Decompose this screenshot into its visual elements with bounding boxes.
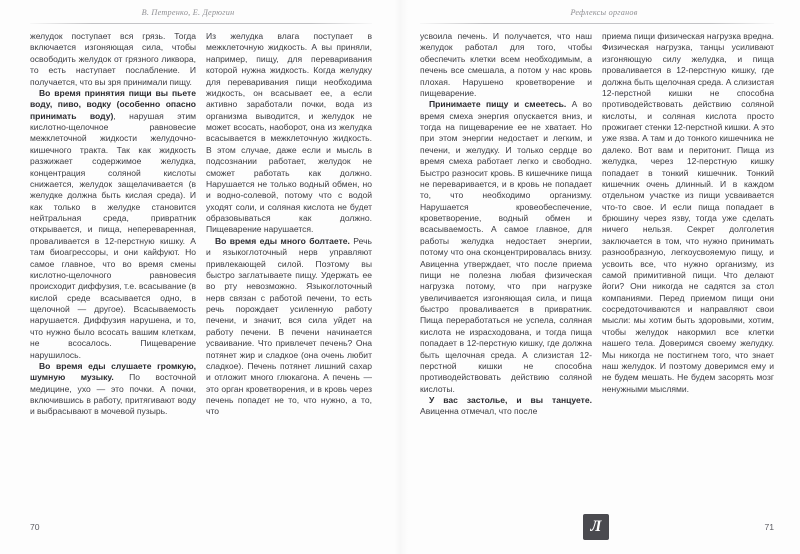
lead-in-bold: Принимаете пищу и смеетесь. (429, 99, 567, 110)
lead-in-bold: У вас застолье, и вы танцуете. (429, 395, 592, 405)
right-column-1 (420, 31, 592, 494)
paragraph-text: , нарушая этим кислотно-щелочное равновесие межклеточной жидкости желудочно-кишечного тракта. Так как жидкость разжижает содержимое желудка, концентрация соляной кислоты снижается, желудок защелачивается (в желудке должна быть кислая среда). И как только в желудке становится нейтральная среда, привратник открывается, и пища, непереваренная, проваливается в 12-перстную кишку. А там биоагрессоры, и они кайфуют. Но самое главное, что во время смены кислотно-щелочного равновесия происходит диффузия, т.е. всасывание (в кислой среде всасывается одно, в щелочной — другое). Всасываемость нарушается. Диффузия нарушена, и то, что нужно было всосать вашим клеткам, не всосалось. Пищеварение нарушилось. (30, 110, 196, 360)
left-page-columns (30, 31, 372, 494)
paragraph (420, 395, 592, 418)
paragraph (206, 236, 372, 418)
left-column-2 (206, 31, 372, 494)
publisher-logo (583, 514, 609, 540)
lead-in-bold: Во время принятия пищи вы пьете воду, пиво, водку (особенно опасно принимать воду) (30, 87, 196, 121)
right-page-number: 71 (764, 522, 774, 532)
paragraph (420, 99, 592, 395)
publisher-logo-letter: Л (590, 518, 602, 535)
right-running-head: Рефлексы органов (570, 8, 638, 17)
paragraph: приема пищи физическая нагрузка вредна. Физическая нагрузка, танцы усиливают изгоняющую силу желудка, и пища проваливается в 12-перстную кишку, где должна быть щелочная среда. А слизистая 12-перстной кишки не способна противодействовать действию соляной кислоты, и соляная кислота просто прожигает стенки 12-перстной кишки. А это уже язва. А там и до тонкого кишечника не далеко. Вот вам и перитонит. Пища из желудка, через 12-перстную кишку попадает в тонкий кишечник. Тонкий кишечник очень длинный. И в каждом отдельном участке из пищи усваивается что-то свое. И если пища попадает в брюшину через язву, тогда уже сделать ничего нельзя. Секрет долголетия заключается в том, что нужно принимать разнообразную, легкоусвояемую пищу, и усвоить все, что нужно организму, из самой примитивной пищи. Что делают йоги? Они никогда не садятся за стол компаниями. Перед приемом пищи они сосредоточиваются и направляют свои мысли: мы хотим быть здоровыми, хотим, чтобы желудок накормил все клетки нашего тела. Доверимся своему желудку. Мы никогда не постигнем того, что знает наш желудок. И поэтому доверимся ему и не будем мешать. Не будем засорять мозг ненужными мыслями. (602, 31, 774, 394)
lead-in-bold: Во время еды слушаете громкую, шумную музыку. (30, 360, 196, 383)
right-header-rule (420, 23, 774, 24)
left-header-rule (30, 23, 372, 24)
paragraph-text: Речь и языкоглоточный нерв управляют привлекающей силой. Поэтому вы быстро заглатываете пищу. Удержать ее во рту невозможно. Языкоглоточный нерв связан с работой печени, то есть речь порождает усиленную работу печени, и значит, вся сила уйдет на работу печени. В печени начинается усваивание. Что привлечет печень? Она потянет жир и сладкое (она очень любит сладкое). Печень потянет лишний сахар и отложит много глюкагона. А печень — это орган кроветворения, и в кровь через печень попадет не то, что нужно, а то, что (206, 235, 372, 417)
paragraph: Из желудка влага поступает в межклеточную жидкость. А вы приняли, например, пищу, для переваривания которой нужна жидкость. Когда желудку для переваривания пищи необходима жидкость, он всасывает ее, а если активно заработали почки, вода из организма выводится, и желудок не может всосать, наоборот, она из желудка всасывается в межклеточную жидкость. В этом случае, даже если и мысль в подсознании работает, желудок не сможет работать как должно. Нарушается не только водный обмен, но и водно-солевой, потому что с водой уходят соли, и соляная кислота не будет образовываться как должно. Пищеварение нарушается. (206, 31, 372, 235)
left-page-number: 70 (30, 522, 40, 532)
left-running-head: В. Петренко, Е. Дерюгин (141, 8, 235, 17)
right-page-columns (420, 31, 774, 494)
paragraph-text: А во время смеха энергия опускается вниз, и тогда на пищеварение ее не хватает. Но при этом энергии недостает и легким, и печени, и желудку. И только сердце во время смеха работает легко и свободно. Быстро разносит кровь. В кишечнике пища не переваривается, и в кровь не попадает то, что необходимо организму. Нарушается кровеобеспечение, кроветворение, водный обмен и всасываемость. А самое главное, для работы желудка недостает энергии, потому что она сконцентрировалась внизу. Авиценна утверждает, что после приема пищи не полезна любая физическая нагрузка потому, что при нагрузке увеличивается изгоняющая сила, и пища быстро проваливается в привратник. Пища переработаться не успела, соляная кислота не израсходована, и тогда пища попадает в 12-перстную кишку, где должна быть щелочная среда. А слизистая 12-перстной кишки не способна противодействовать действию соляной кислоты. (420, 99, 592, 394)
paragraph: усвоила печень. И получается, что наш желудок работал для того, чтобы обеспечить клетки всем необходимым, а печень все смешала, а потом у нас кровь плохая. Нарушено кроветворение и пищеварение. (420, 31, 592, 98)
right-page (400, 0, 800, 554)
paragraph (30, 361, 196, 418)
lead-in-bold: Во время еды много болтаете. (215, 235, 350, 246)
paragraph (30, 88, 196, 361)
paragraph-text: Авиценна отмечал, что после (420, 406, 538, 417)
paragraph: желудок поступает вся грязь. Тогда включается изгоняющая сила, чтобы освободить желудок от грязного ликвора, то есть наступает послабление. И получается, что вы зря принимали пищу. (30, 31, 196, 87)
left-column-1 (30, 31, 196, 494)
right-column-2 (602, 31, 774, 494)
paragraph-text: По восточной медицине, ухо — это почки. А почки, включившись в работу, притягивают воду и выбрасывают в мочевой пузырь. (30, 372, 196, 417)
